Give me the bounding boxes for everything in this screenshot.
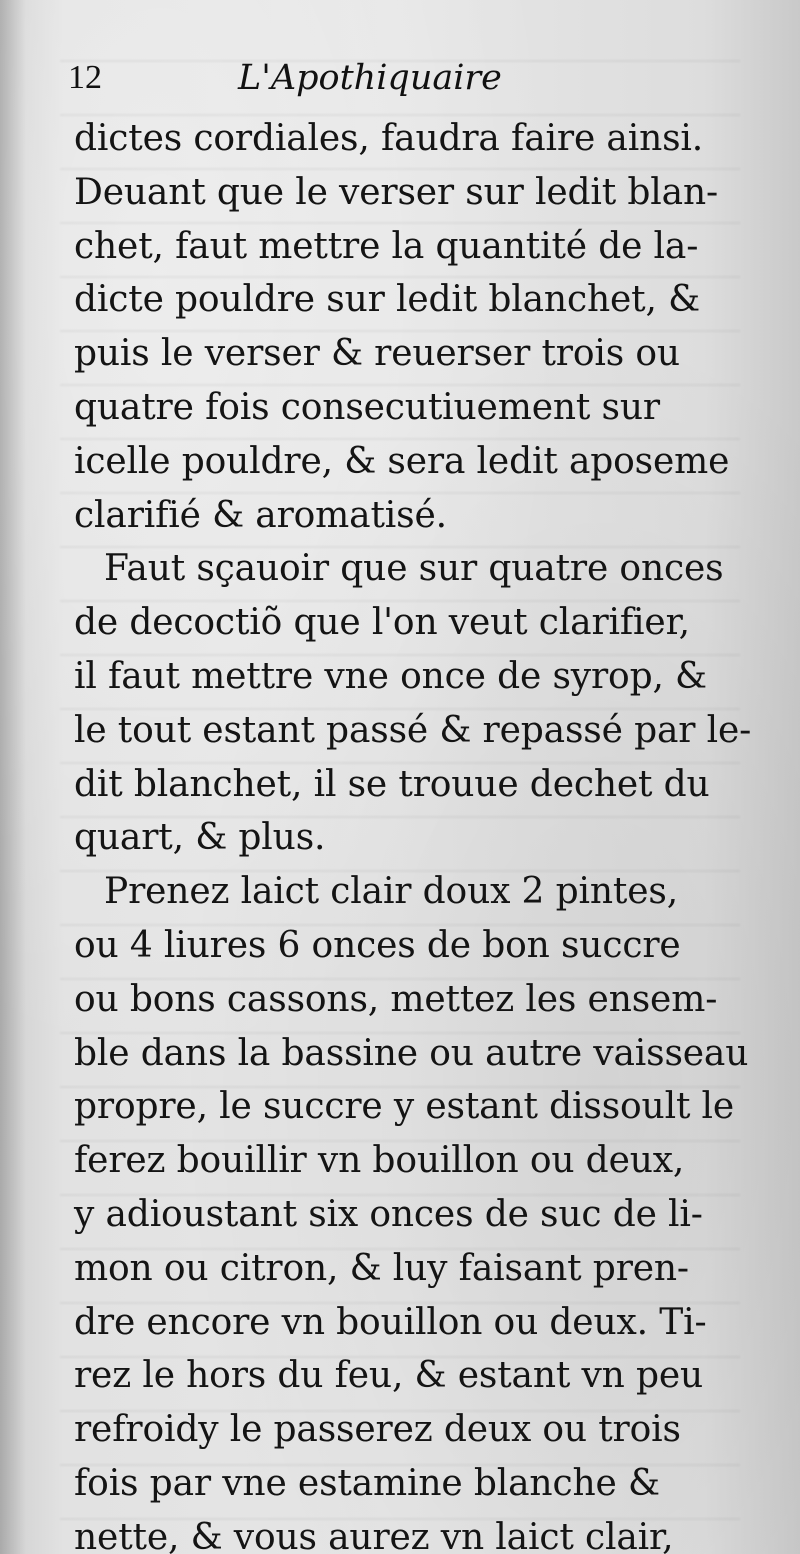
running-title: L'Apothiquaire: [238, 58, 502, 98]
text-line: de decoctiõ que l'on veut clarifier,: [74, 602, 690, 644]
running-head: [68, 58, 748, 108]
text-line: dictes cordiales, faudra faire ainsi.: [74, 118, 704, 159]
text-line: ou 4 liures 6 onces de bon succre: [74, 924, 681, 966]
text-line: quatre fois consecutiuement sur: [74, 386, 660, 428]
body-text: [74, 112, 754, 1554]
text-line: mon ou citron, & luy faisant pren-: [74, 1247, 689, 1289]
page-gutter-shadow: [0, 0, 26, 1554]
text-line: le tout estant passé & repassé par le-: [74, 709, 752, 751]
text-line: dre encore vn bouillon ou deux. Ti-: [74, 1301, 707, 1343]
text-line: icelle pouldre, & sera ledit aposeme: [74, 440, 730, 482]
text-line: propre, le succre y estant dissoult le: [74, 1086, 735, 1128]
text-line: dicte pouldre sur ledit blanchet, &: [74, 279, 700, 321]
text-line: ferez bouillir vn bouillon ou deux,: [74, 1140, 685, 1182]
text-line: il faut mettre vne once de syrop, &: [74, 655, 707, 697]
text-line: ou bons cassons, mettez les ensem-: [74, 978, 718, 1020]
text-line: clarifié & aromatisé.: [74, 494, 447, 536]
text-line: dit blanchet, il se trouue dechet du: [74, 763, 710, 805]
text-line: puis le verser & reuerser trois ou: [74, 333, 680, 375]
text-line: quart, & plus.: [74, 817, 326, 859]
paragraph-start-line: Faut sçauoir que sur quatre onces: [104, 548, 724, 590]
text-line: nette, & vous aurez vn laict clair,: [74, 1516, 674, 1554]
text-line: chet, faut mettre la quantité de la-: [74, 225, 699, 267]
text-line: Deuant que le verser sur ledit blan-: [74, 171, 719, 213]
page-number: 12: [68, 59, 102, 96]
text-line: refroidy le passerez deux ou trois: [74, 1409, 681, 1451]
text-line: rez le hors du feu, & estant vn peu: [74, 1355, 704, 1397]
text-line: fois par vne estamine blanche &: [74, 1462, 660, 1504]
text-line: ble dans la bassine ou autre vaisseau: [74, 1032, 749, 1074]
text-line: y adioustant six onces de suc de li-: [74, 1193, 703, 1235]
paragraph-start-line: Prenez laict clair doux 2 pintes,: [104, 871, 678, 913]
